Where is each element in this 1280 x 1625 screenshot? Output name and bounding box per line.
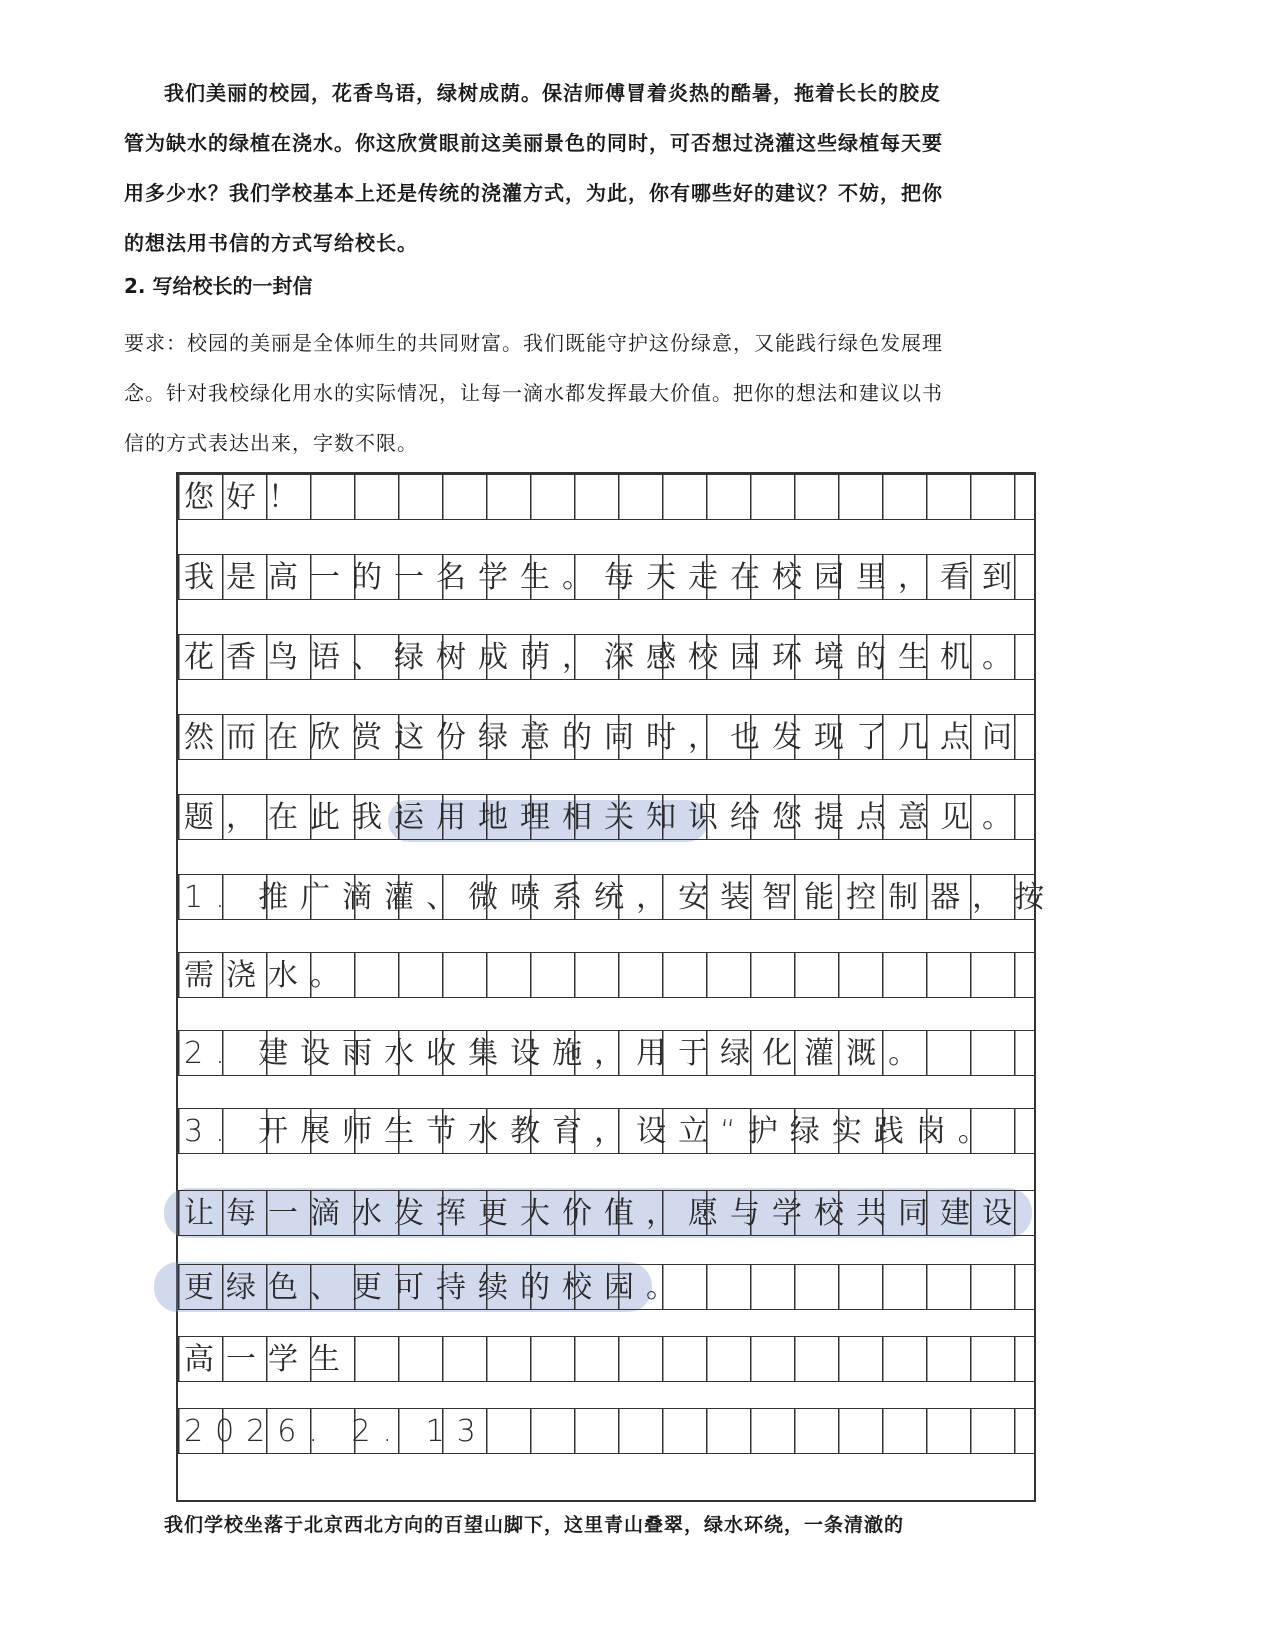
intro-line: 我们美丽的校园，花香鸟语，绿树成荫。保洁师傅冒着炎热的酷暑，拖着长长的胶皮 [164, 81, 941, 105]
grid-row [178, 634, 1034, 680]
letter-line: 2. 建设雨水收集设施，用于绿化灌溉。 [184, 1036, 931, 1071]
grid-row [178, 474, 1034, 520]
grid-row [178, 714, 1034, 760]
letter-line: 1. 推广滴灌、微喷系统，安装智能控制器，按 [184, 880, 1057, 915]
letter-line: 需浇水。 [184, 958, 352, 993]
grid-row [178, 952, 1034, 998]
grid-row [178, 1336, 1034, 1382]
letter-line: 我是高一的一名学生。每天走在校园里，看到 [184, 560, 1024, 595]
letter-line: 3. 开展师生节水教育，设立“护绿实践岗。 [184, 1114, 1000, 1149]
grid-row [178, 554, 1034, 600]
letter-line: 您好！ [184, 480, 310, 515]
letter-line: 2026. 2. 13 [184, 1414, 488, 1449]
intro-line: 管为缺水的绿植在浇水。你这欣赏眼前这美丽景色的同时，可否想过浇灌这些绿植每天要 [124, 131, 943, 155]
grid-row [178, 1408, 1034, 1454]
grid-row [178, 1108, 1034, 1154]
requirement-paragraph [124, 318, 1004, 468]
letter-line: 让每一滴水发挥更大价值，愿与学校共同建设 [184, 1196, 1024, 1231]
intro-paragraph [124, 68, 1004, 268]
writing-grid [176, 472, 1057, 1502]
grid-row [178, 1030, 1034, 1076]
letter-line: 高一学生 [184, 1342, 352, 1377]
requirement-line: 要求：校园的美丽是全体师生的共同财富。我们既能守护这份绿意，又能践行绿色发展理 [124, 331, 943, 355]
grid-row [178, 794, 1034, 840]
grid-row [178, 1190, 1034, 1236]
intro-line: 的想法用书信的方式写给校长。 [124, 231, 418, 255]
grid-row [178, 1264, 1034, 1310]
requirement-line: 念。针对我校绿化用水的实际情况，让每一滴水都发挥最大价值。把你的想法和建议以书 [124, 381, 943, 405]
footer-paragraph: 我们学校坐落于北京西北方向的百望山脚下，这里青山叠翠，绿水环绕，一条清澈的 [164, 1514, 905, 1536]
requirement-line: 信的方式表达出来，字数不限。 [124, 431, 418, 455]
section-title: 2. 写给校长的一封信 [124, 274, 313, 298]
letter-line: 花香鸟语、绿树成荫，深感校园环境的生机。 [184, 640, 1024, 675]
letter-line: 更绿色、更可持续的校园。 [184, 1270, 688, 1305]
grid-row [178, 874, 1057, 920]
intro-line: 用多少水？我们学校基本上还是传统的浇灌方式，为此，你有哪些好的建议？不妨，把你 [124, 181, 943, 205]
letter-line: 题，在此我运用地理相关知识给您提点意见。 [184, 800, 1024, 835]
letter-line: 然而在欣赏这份绿意的同时，也发现了几点问 [184, 720, 1024, 755]
